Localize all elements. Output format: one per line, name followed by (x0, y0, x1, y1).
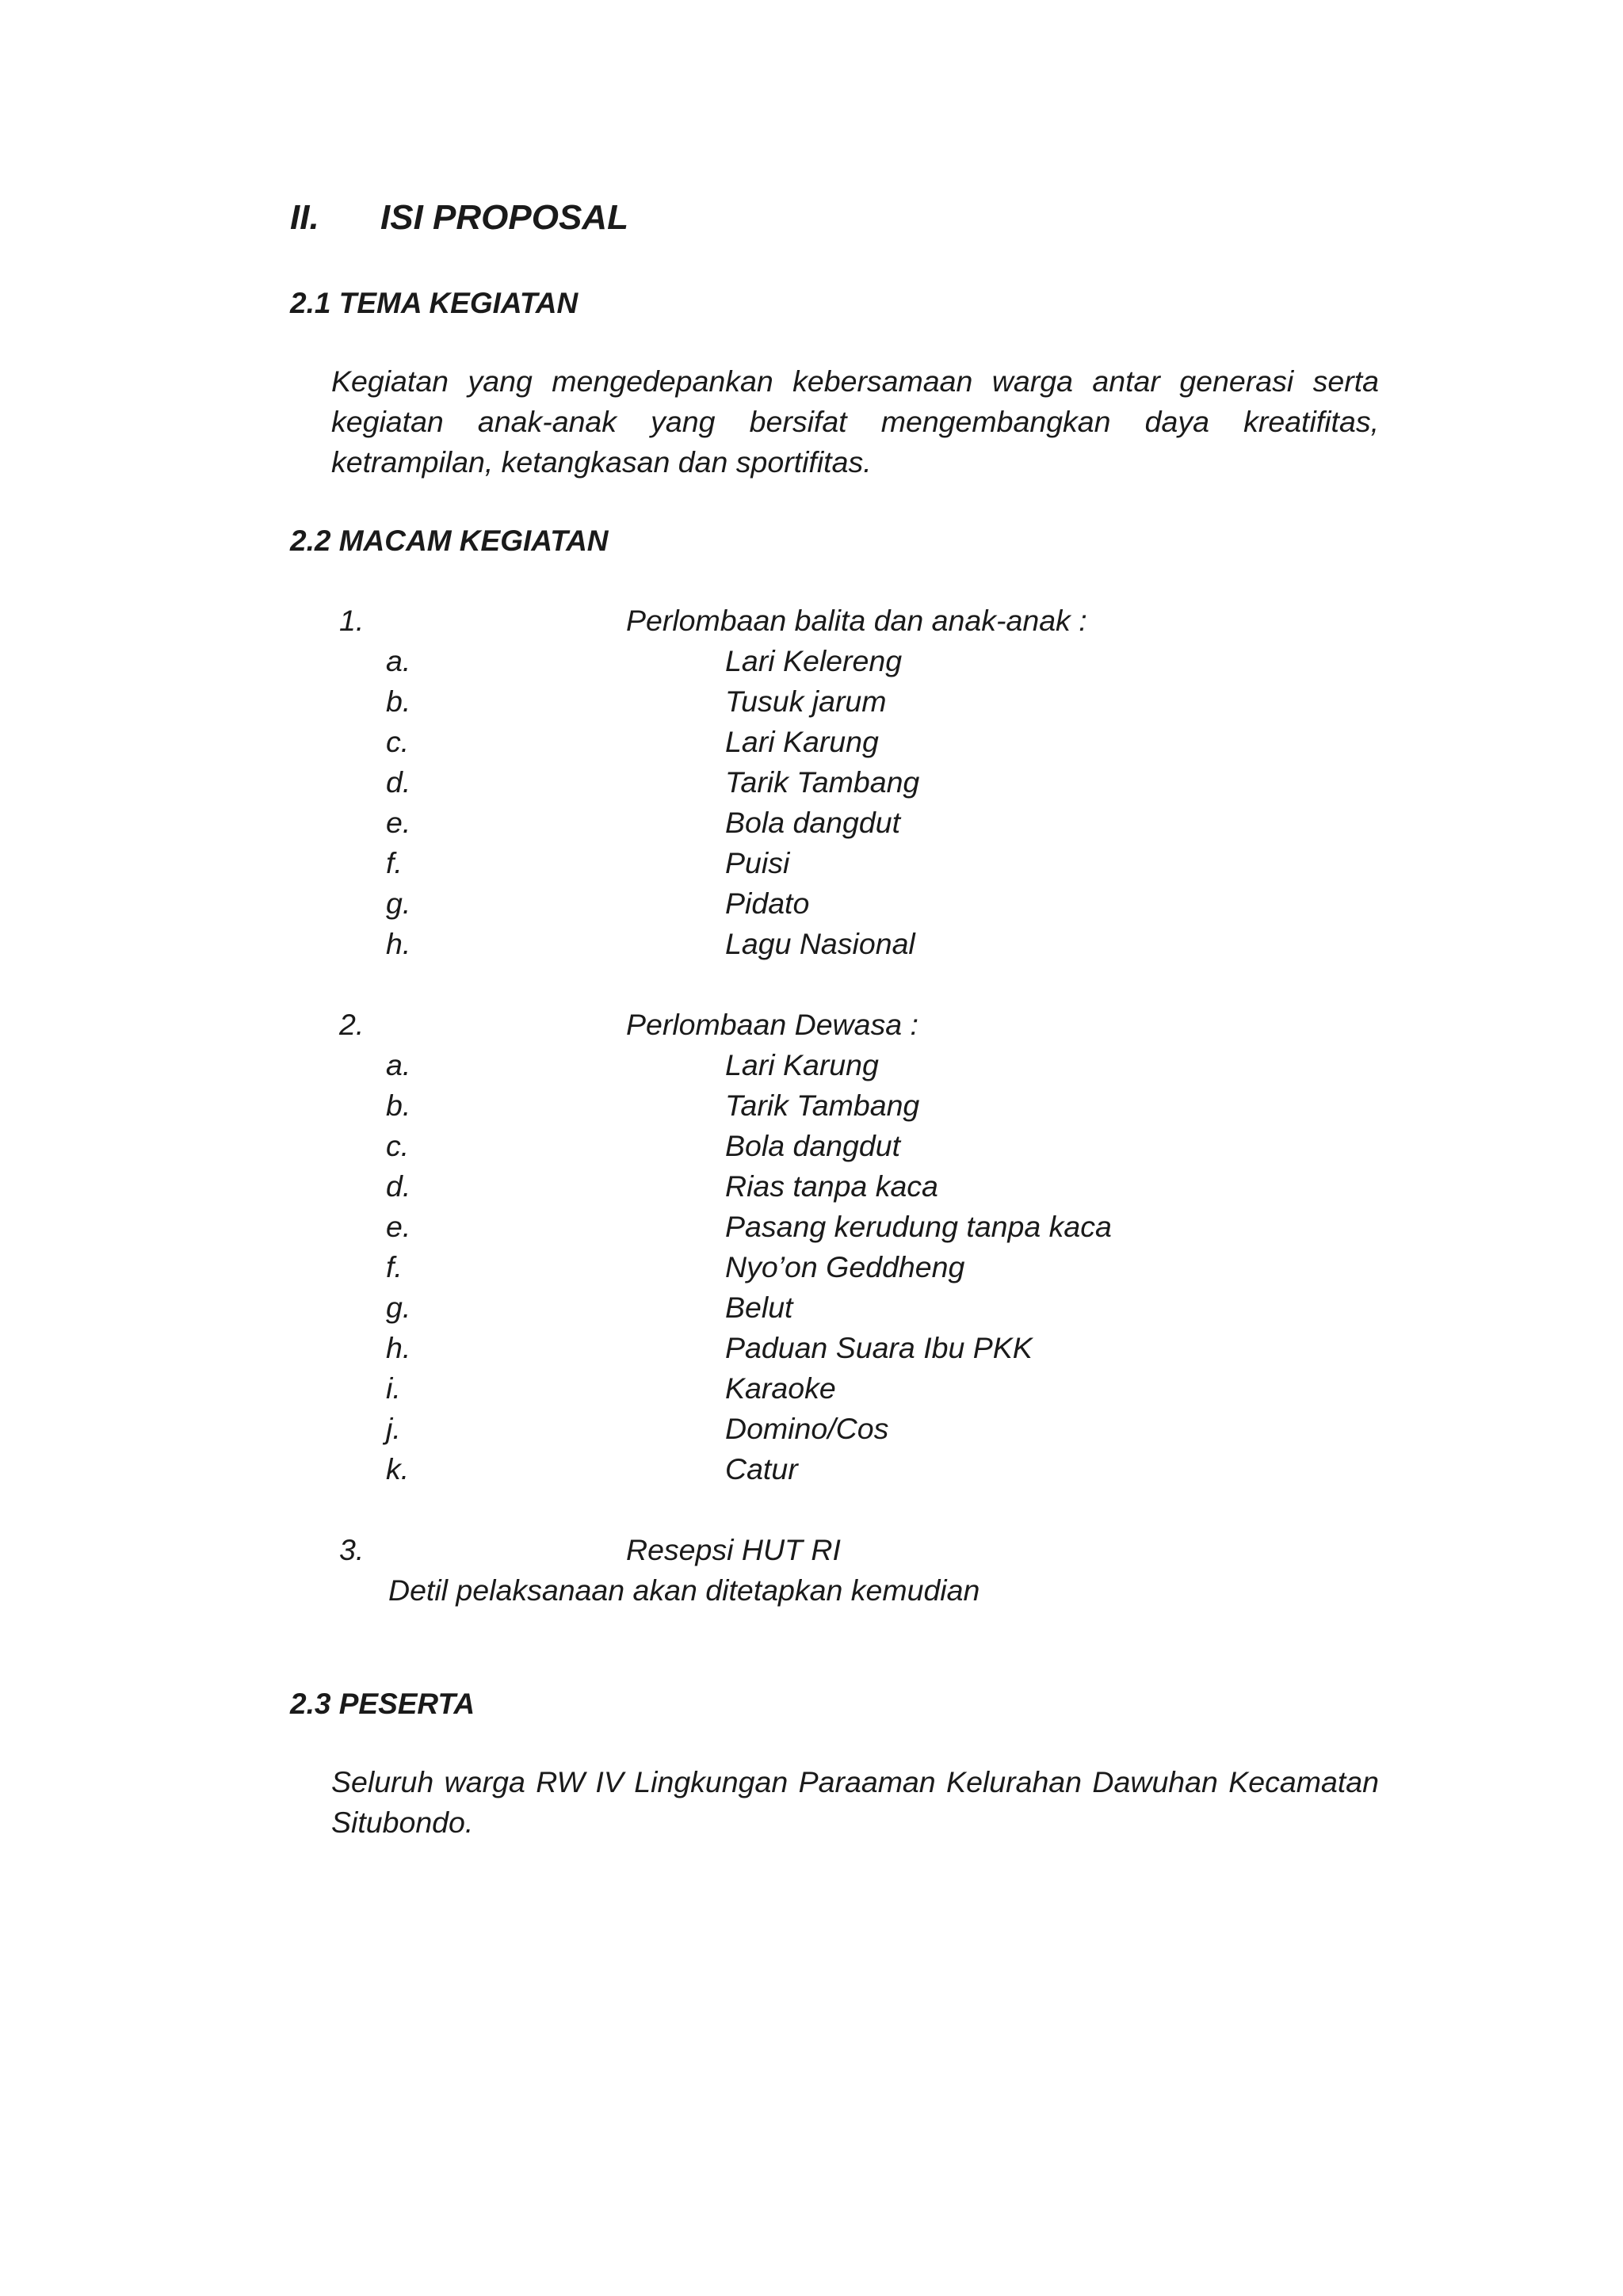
list-item-letter: d. (386, 765, 411, 799)
list-item-letter: k. (386, 1452, 410, 1486)
list-item: Pasang kerudung tanpa kaca (725, 1210, 1112, 1243)
list-item-letter: g. (386, 1291, 411, 1324)
list-item: Lagu Nasional (725, 927, 915, 960)
group-label: Resepsi HUT RI (626, 1533, 841, 1566)
list-item: Domino/Cos (725, 1412, 889, 1445)
list-item: Lari Karung (725, 725, 879, 758)
list-item-letter: c. (386, 1129, 410, 1162)
list-item: Belut (725, 1291, 793, 1324)
list-item-letter: f. (386, 846, 403, 879)
list-item-letter: a. (386, 644, 411, 677)
list-item: Tarik Tambang (725, 1089, 920, 1122)
list-item: Rias tanpa kaca (725, 1169, 938, 1203)
list-item-letter: a. (386, 1048, 411, 1081)
list-item-letter: h. (386, 927, 411, 960)
list-item-letter: i. (386, 1371, 401, 1405)
group-number: 1. (339, 604, 365, 637)
list-item: Tarik Tambang (725, 765, 920, 799)
list-item: Puisi (725, 846, 790, 879)
tema-paragraph: Kegiatan yang mengedepankan kebersamaan warga antar generasi serta kegiatan anak-anak yang bersifat mengembangkan daya kreatifitas, ketrampilan, ketangkasan dan sportifitas. (331, 364, 1379, 479)
list-item-letter: b. (386, 1089, 411, 1122)
list-item: Karaoke (725, 1371, 836, 1405)
section-heading-macam: 2.2 MACAM KEGIATAN (290, 524, 609, 557)
group-note: Detil pelaksanaan akan ditetapkan kemudian (388, 1573, 980, 1607)
list-item-letter: e. (386, 1210, 411, 1243)
list-item-letter: e. (386, 806, 411, 839)
list-item: Lari Karung (725, 1048, 879, 1081)
list-item-letter: h. (386, 1331, 411, 1364)
list-item-letter: f. (386, 1250, 403, 1283)
list-item: Bola dangdut (725, 1129, 901, 1162)
list-item: Lari Kelereng (725, 644, 903, 677)
list-item-letter: d. (386, 1169, 411, 1203)
list-item-letter: j. (386, 1412, 401, 1445)
chapter-number: II. (290, 198, 319, 237)
group-number: 2. (339, 1008, 365, 1041)
list-item-letter: c. (386, 725, 410, 758)
list-item-letter: b. (386, 685, 411, 718)
list-item: Tusuk jarum (725, 685, 887, 718)
section-heading-tema: 2.1 TEMA KEGIATAN (290, 287, 579, 319)
group-label: Perlombaan balita dan anak-anak : (626, 604, 1087, 637)
list-item-letter: g. (386, 887, 411, 920)
list-item: Nyo’on Geddheng (725, 1250, 965, 1283)
group-label: Perlombaan Dewasa : (626, 1008, 918, 1041)
list-item: Catur (725, 1452, 798, 1486)
list-item: Pidato (725, 887, 810, 920)
list-item: Paduan Suara Ibu PKK (725, 1331, 1033, 1364)
section-heading-peserta: 2.3 PESERTA (290, 1688, 475, 1720)
group-number: 3. (339, 1533, 365, 1566)
chapter-title: ISI PROPOSAL (380, 198, 628, 237)
peserta-paragraph: Seluruh warga RW IV Lingkungan Paraaman Kelurahan Dawuhan Kecamatan Situbondo. (331, 1765, 1379, 1839)
list-item: Bola dangdut (725, 806, 901, 839)
